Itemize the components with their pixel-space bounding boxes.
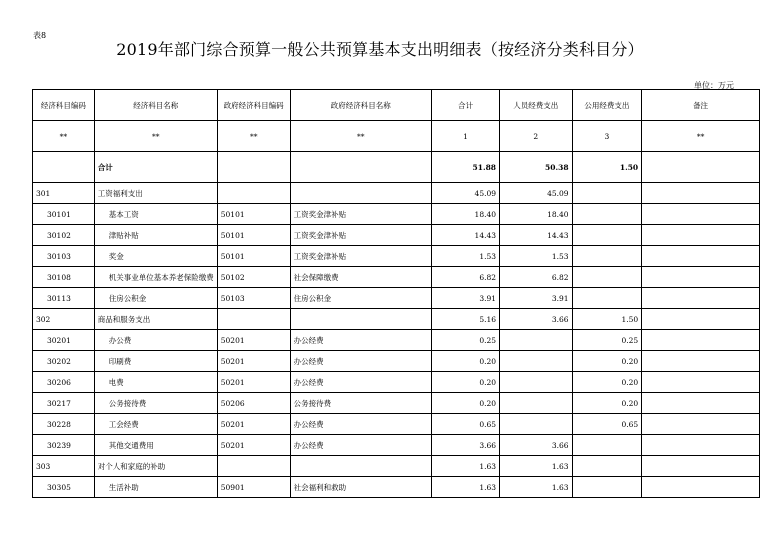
total-cell: 0.20 xyxy=(431,393,499,414)
table-row xyxy=(33,183,760,204)
public-cell xyxy=(572,435,642,456)
table-row xyxy=(33,372,760,393)
personnel-cell xyxy=(500,351,573,372)
index-cell: 3 xyxy=(572,121,642,152)
table-row xyxy=(33,477,760,498)
total-cell: 0.25 xyxy=(431,330,499,351)
remark-cell xyxy=(642,204,760,225)
gov-code-cell: 50201 xyxy=(217,330,290,351)
page-title: 2019年部门综合预算一般公共预算基本支出明细表（按经济分类科目分） xyxy=(116,40,644,59)
header-personnel: 人员经费支出 xyxy=(500,90,573,121)
header-econ-code: 经济科目编码 xyxy=(33,90,95,121)
public-cell: 1.50 xyxy=(572,309,642,330)
gov-name-cell: 工资奖金津补贴 xyxy=(290,246,431,267)
total-cell: 18.40 xyxy=(431,204,499,225)
remark-cell xyxy=(642,477,760,498)
total-personnel: 50.38 xyxy=(500,152,573,183)
index-cell: ** xyxy=(217,121,290,152)
header-gov-name: 政府经济科目名称 xyxy=(290,90,431,121)
econ-name-cell: 电费 xyxy=(94,372,217,393)
index-cell: 2 xyxy=(500,121,573,152)
header-total: 合计 xyxy=(431,90,499,121)
table-row xyxy=(33,435,760,456)
remark-cell xyxy=(642,393,760,414)
gov-name-cell xyxy=(290,183,431,204)
table-number: 表8 xyxy=(33,31,47,40)
total-cell: 1.53 xyxy=(431,246,499,267)
gov-name-cell: 住房公积金 xyxy=(290,288,431,309)
econ-name-cell: 对个人和家庭的补助 xyxy=(94,456,217,477)
personnel-cell: 1.53 xyxy=(500,246,573,267)
total-cell: 3.66 xyxy=(431,435,499,456)
table-row xyxy=(33,246,760,267)
remark-cell xyxy=(642,372,760,393)
gov-code-cell: 50901 xyxy=(217,477,290,498)
personnel-cell: 1.63 xyxy=(500,477,573,498)
econ-code-cell: 302 xyxy=(33,309,95,330)
econ-code-cell: 30239 xyxy=(33,435,95,456)
total-public: 1.50 xyxy=(572,152,642,183)
total-cell: 1.63 xyxy=(431,477,499,498)
table-row xyxy=(33,393,760,414)
gov-code-cell: 50102 xyxy=(217,267,290,288)
personnel-cell: 14.43 xyxy=(500,225,573,246)
gov-name-cell: 办公经费 xyxy=(290,372,431,393)
total-cell: 5.16 xyxy=(431,309,499,330)
table-row xyxy=(33,351,760,372)
gov-code-cell: 50201 xyxy=(217,351,290,372)
total-row xyxy=(33,152,760,183)
total-cell: 0.65 xyxy=(431,414,499,435)
total-cell: 45.09 xyxy=(431,183,499,204)
total-label: 合计 xyxy=(94,152,217,183)
table-row xyxy=(33,414,760,435)
index-cell: 1 xyxy=(431,121,499,152)
gov-name-cell xyxy=(290,456,431,477)
personnel-cell: 45.09 xyxy=(500,183,573,204)
gov-name-cell: 办公经费 xyxy=(290,435,431,456)
total-cell: 0.20 xyxy=(431,372,499,393)
econ-name-cell: 基本工资 xyxy=(94,204,217,225)
econ-name-cell: 津贴补贴 xyxy=(94,225,217,246)
econ-code-cell: 30101 xyxy=(33,204,95,225)
econ-code-cell: 30217 xyxy=(33,393,95,414)
total-amount: 51.88 xyxy=(431,152,499,183)
econ-name-cell: 奖金 xyxy=(94,246,217,267)
econ-code-cell: 301 xyxy=(33,183,95,204)
total-cell: 14.43 xyxy=(431,225,499,246)
econ-code-cell: 30206 xyxy=(33,372,95,393)
econ-name-cell: 办公费 xyxy=(94,330,217,351)
header-public: 公用经费支出 xyxy=(572,90,642,121)
table-row xyxy=(33,330,760,351)
public-cell: 0.25 xyxy=(572,330,642,351)
gov-name-cell: 办公经费 xyxy=(290,414,431,435)
econ-name-cell: 商品和服务支出 xyxy=(94,309,217,330)
gov-code-cell: 50101 xyxy=(217,204,290,225)
econ-code-cell: 30103 xyxy=(33,246,95,267)
header-econ-name: 经济科目名称 xyxy=(94,90,217,121)
public-cell: 0.65 xyxy=(572,414,642,435)
econ-code-cell: 303 xyxy=(33,456,95,477)
econ-name-cell: 工资福利支出 xyxy=(94,183,217,204)
gov-code-cell: 50103 xyxy=(217,288,290,309)
remark-cell xyxy=(642,267,760,288)
table-row xyxy=(33,456,760,477)
gov-code-cell: 50201 xyxy=(217,372,290,393)
personnel-cell: 3.66 xyxy=(500,309,573,330)
remark-cell xyxy=(642,309,760,330)
table-row xyxy=(33,288,760,309)
gov-code-cell xyxy=(217,183,290,204)
gov-name-cell: 社会保障缴费 xyxy=(290,267,431,288)
econ-code-cell: 30201 xyxy=(33,330,95,351)
gov-code-cell: 50101 xyxy=(217,225,290,246)
header-gov-code: 政府经济科目编码 xyxy=(217,90,290,121)
gov-name-cell: 工资奖金津补贴 xyxy=(290,204,431,225)
remark-cell xyxy=(642,351,760,372)
econ-code-cell: 30305 xyxy=(33,477,95,498)
total-cell: 6.82 xyxy=(431,267,499,288)
index-cell: ** xyxy=(33,121,95,152)
public-cell: 0.20 xyxy=(572,351,642,372)
remark-cell xyxy=(642,435,760,456)
gov-name-cell: 社会福利和救助 xyxy=(290,477,431,498)
unit-label: 单位：万元 xyxy=(694,81,734,90)
gov-code-cell xyxy=(217,309,290,330)
remark-cell xyxy=(642,225,760,246)
econ-name-cell: 公务接待费 xyxy=(94,393,217,414)
index-cell: ** xyxy=(94,121,217,152)
total-remark-cell xyxy=(642,152,760,183)
econ-name-cell: 其他交通费用 xyxy=(94,435,217,456)
econ-code-cell: 30102 xyxy=(33,225,95,246)
public-cell xyxy=(572,183,642,204)
personnel-cell: 1.63 xyxy=(500,456,573,477)
personnel-cell: 3.91 xyxy=(500,288,573,309)
public-cell xyxy=(572,267,642,288)
header-remark: 备注 xyxy=(642,90,760,121)
gov-name-cell: 公务接待费 xyxy=(290,393,431,414)
econ-code-cell: 30108 xyxy=(33,267,95,288)
personnel-cell xyxy=(500,414,573,435)
header-row xyxy=(33,90,760,121)
econ-name-cell: 机关事业单位基本养老保险缴费 xyxy=(94,267,217,288)
public-cell: 0.20 xyxy=(572,393,642,414)
budget-table xyxy=(32,89,760,498)
table-row xyxy=(33,267,760,288)
personnel-cell: 3.66 xyxy=(500,435,573,456)
public-cell xyxy=(572,288,642,309)
econ-name-cell: 工会经费 xyxy=(94,414,217,435)
econ-code-cell: 30202 xyxy=(33,351,95,372)
remark-cell xyxy=(642,288,760,309)
index-cell: ** xyxy=(290,121,431,152)
total-cell: 3.91 xyxy=(431,288,499,309)
personnel-cell: 6.82 xyxy=(500,267,573,288)
total-gov-code-cell xyxy=(217,152,290,183)
total-gov-name-cell xyxy=(290,152,431,183)
gov-name-cell: 工资奖金津补贴 xyxy=(290,225,431,246)
gov-code-cell: 50201 xyxy=(217,414,290,435)
gov-name-cell xyxy=(290,309,431,330)
public-cell xyxy=(572,246,642,267)
gov-code-cell: 50101 xyxy=(217,246,290,267)
econ-name-cell: 住房公积金 xyxy=(94,288,217,309)
econ-name-cell: 印刷费 xyxy=(94,351,217,372)
econ-code-cell: 30228 xyxy=(33,414,95,435)
public-cell xyxy=(572,456,642,477)
personnel-cell: 18.40 xyxy=(500,204,573,225)
gov-code-cell: 50201 xyxy=(217,435,290,456)
personnel-cell xyxy=(500,372,573,393)
remark-cell xyxy=(642,183,760,204)
gov-name-cell: 办公经费 xyxy=(290,351,431,372)
index-row xyxy=(33,121,760,152)
public-cell: 0.20 xyxy=(572,372,642,393)
total-cell: 1.63 xyxy=(431,456,499,477)
public-cell xyxy=(572,204,642,225)
table-row xyxy=(33,204,760,225)
personnel-cell xyxy=(500,330,573,351)
gov-code-cell: 50206 xyxy=(217,393,290,414)
index-cell: ** xyxy=(642,121,760,152)
table-row xyxy=(33,309,760,330)
public-cell xyxy=(572,477,642,498)
total-code-cell xyxy=(33,152,95,183)
gov-name-cell: 办公经费 xyxy=(290,330,431,351)
gov-code-cell xyxy=(217,456,290,477)
econ-name-cell: 生活补助 xyxy=(94,477,217,498)
total-cell: 0.20 xyxy=(431,351,499,372)
remark-cell xyxy=(642,414,760,435)
remark-cell xyxy=(642,330,760,351)
remark-cell xyxy=(642,246,760,267)
econ-code-cell: 30113 xyxy=(33,288,95,309)
remark-cell xyxy=(642,456,760,477)
personnel-cell xyxy=(500,393,573,414)
public-cell xyxy=(572,225,642,246)
table-row xyxy=(33,225,760,246)
